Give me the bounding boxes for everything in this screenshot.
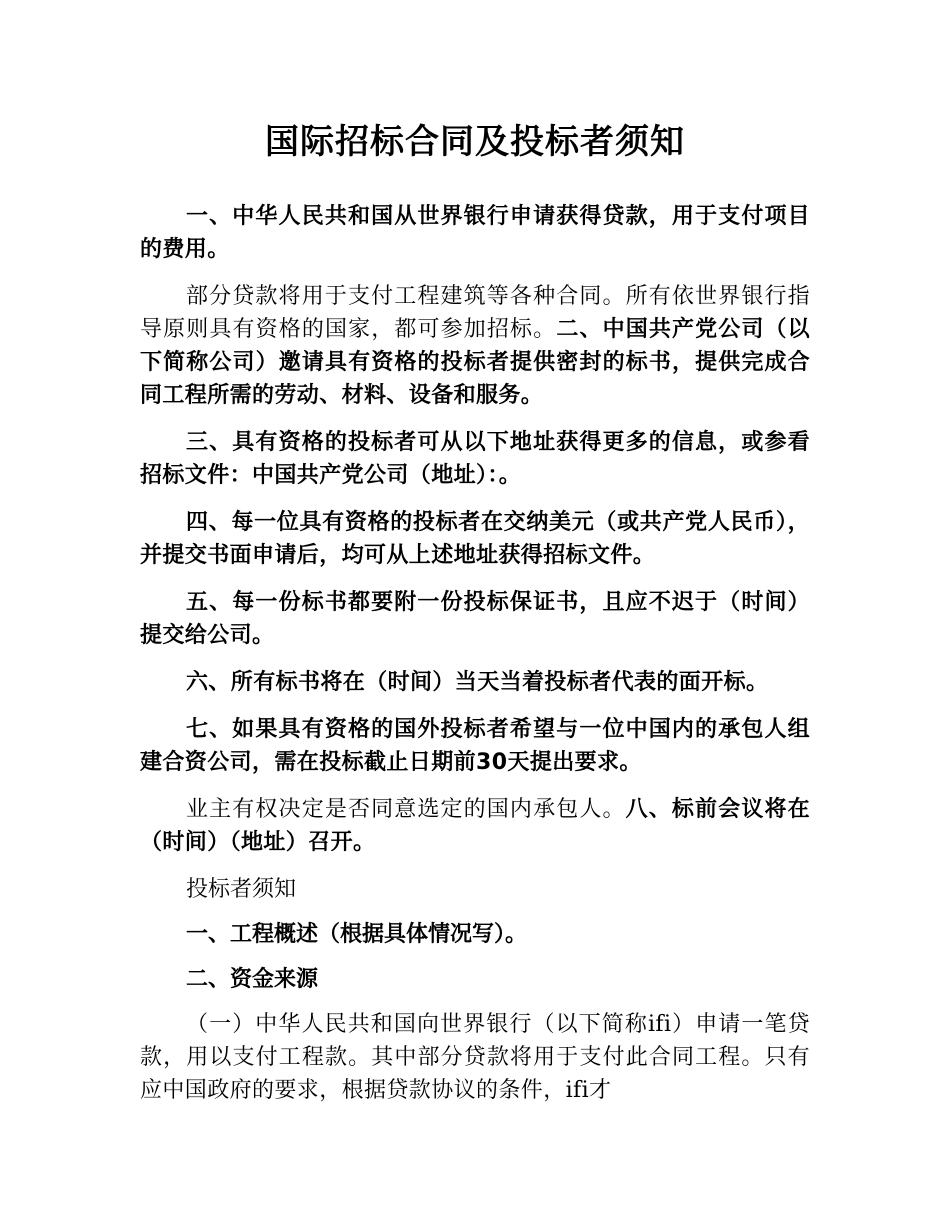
paragraph-5: 五、每一份标书都要附一份投标保证书，且应不迟于（时间）提交给公司。	[140, 590, 810, 648]
document-page	[140, 0, 810, 1230]
document-body	[140, 200, 810, 1121]
section-title: 投标者须知	[186, 877, 297, 902]
paragraph-2-text: 部分贷款将用于支付工程建筑等各种合同。所有依世界银行指导原则具有资格的国家，都可参加招标。	[140, 284, 810, 342]
paragraph-6: 六、所有标书将在（时间）当天当着投标者代表的面开标。	[186, 670, 769, 695]
document-title: 国际招标合同及投标者须知	[265, 122, 685, 162]
paragraph-8-bold-text: 八、标前会议将在（时间）（地址）召开。	[140, 797, 810, 855]
paragraph-4: 四、每一位具有资格的投标者在交纳美元（或共产党人民币），并提交书面申请后，均可从上述地址获得招标文件。	[140, 510, 810, 568]
section-heading-1: 一、工程概述（根据具体情况写）。	[186, 922, 528, 947]
paragraph-3: 三、具有资格的投标者可从以下地址获得更多的信息，或参看招标文件：中国共产党公司（地址）：。	[140, 430, 810, 488]
paragraph-7: 七、如果具有资格的国外投标者希望与一位中国内的承包人组建合资公司，需在投标截止日期前30天提出要求。	[140, 717, 810, 775]
paragraph-2-bold-text: 二、中国共产党公司（以下简称公司）邀请具有资格的投标者提供密封的标书，提供完成合同工程所需的劳动、材料、设备和服务。	[140, 317, 810, 408]
paragraph-2	[140, 280, 810, 412]
paragraph-9: （一）中华人民共和国向世界银行（以下简称ifi）申请一笔贷款，用以支付工程款。其中部分贷款将用于支付此合同工程。只有应中国政府的要求，根据贷款协议的条件，ifi才	[140, 1012, 810, 1103]
section-heading-2: 二、资金来源	[186, 967, 319, 992]
paragraph-8	[140, 793, 810, 859]
paragraph-1: 一、中华人民共和国从世界银行申请获得贷款，用于支付项目的费用。	[140, 204, 810, 262]
paragraph-8-text: 业主有权决定是否同意选定的国内承包人。	[186, 797, 626, 822]
